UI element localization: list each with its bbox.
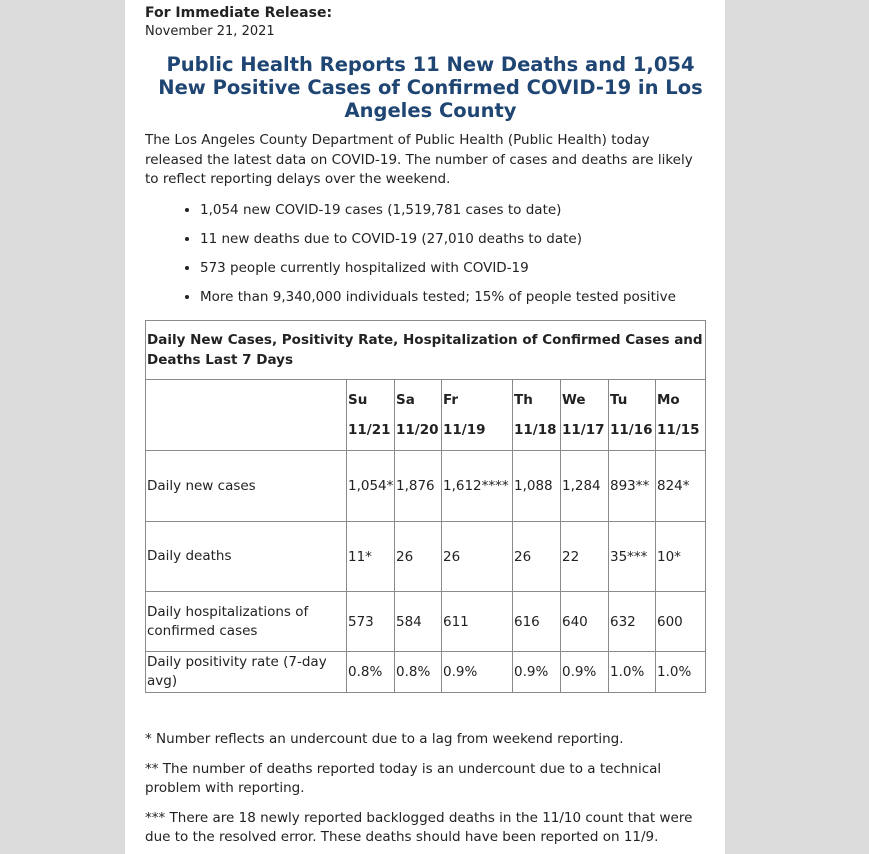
daily-stats-table — [145, 320, 706, 693]
table-cell: 632 — [609, 592, 656, 652]
row-label: Daily deaths — [146, 522, 347, 592]
table-cell: 0.8% — [347, 652, 395, 693]
table-cell: 0.8% — [395, 652, 442, 693]
day-name: Tu — [610, 392, 628, 408]
day-header — [609, 380, 656, 451]
table-row — [146, 451, 706, 522]
day-date: 11/19 — [443, 422, 486, 438]
day-name: Fr — [443, 392, 459, 408]
day-date: 11/16 — [610, 422, 653, 438]
table-row — [146, 522, 706, 592]
day-header — [442, 380, 513, 451]
footnote: *** There are 18 newly reported backlogged deaths in the 11/10 count that were due to the resolved error. These deaths should have been reported on 11/9. — [145, 809, 693, 845]
table-cell: 26 — [442, 522, 513, 592]
release-label: For Immediate Release: — [145, 5, 333, 21]
table-cell: 600 — [656, 592, 706, 652]
table-cell: 35*** — [609, 522, 656, 592]
table-cell: 0.9% — [513, 652, 561, 693]
table-cell: 1.0% — [609, 652, 656, 693]
day-header — [347, 380, 395, 451]
table-cell: 640 — [561, 592, 609, 652]
day-date: 11/15 — [657, 422, 700, 438]
bullet-new-deaths: • 11 new deaths due to COVID-19 (27,010 deaths to date) — [200, 230, 710, 249]
bullet-tested: • More than 9,340,000 individuals tested; 15% of people tested positive — [200, 288, 710, 307]
intro-paragraph: The Los Angeles County Department of Public Health (Public Health) today released the latest data on COVID-19. The number of cases and deaths are likely to reflect reporting delays over the weekend. — [145, 132, 693, 187]
row-label: Daily positivity rate (7-day avg) — [146, 652, 347, 693]
table-row — [146, 652, 706, 693]
table-cell: 0.9% — [442, 652, 513, 693]
day-header — [395, 380, 442, 451]
day-date: 11/21 — [348, 422, 391, 438]
day-name: Th — [514, 392, 533, 408]
table-cell: 11* — [347, 522, 395, 592]
bullet-hospitalized: • 573 people currently hospitalized with COVID-19 — [200, 259, 710, 278]
table-cell: 1,284 — [561, 451, 609, 522]
table-cell: 584 — [395, 592, 442, 652]
table-cell: 1,876 — [395, 451, 442, 522]
table-cell: 22 — [561, 522, 609, 592]
table-cell: 1,612**** — [442, 451, 513, 522]
summary-bullet-list — [145, 201, 710, 307]
day-date: 11/20 — [396, 422, 439, 438]
day-name: Mo — [657, 392, 680, 408]
footnotes — [145, 730, 710, 854]
table-cell: 0.9% — [561, 652, 609, 693]
footnote: * Number reflects an undercount due to a lag from weekend reporting. — [145, 731, 624, 747]
row-label: Daily new cases — [146, 451, 347, 522]
table-cell: 1,088 — [513, 451, 561, 522]
table-header-row — [146, 380, 706, 451]
day-name: Su — [348, 392, 368, 408]
press-release-page — [125, 0, 725, 854]
table-header-empty — [146, 380, 347, 451]
table-cell: 824* — [656, 451, 706, 522]
footnote: ** The number of deaths reported today is an undercount due to a technical problem with reporting. — [145, 760, 662, 796]
table-cell: 1,054* — [347, 451, 395, 522]
table-cell: 573 — [347, 592, 395, 652]
table-cell: 26 — [395, 522, 442, 592]
table-cell: 893** — [609, 451, 656, 522]
day-name: Sa — [396, 392, 415, 408]
day-header — [656, 380, 706, 451]
day-header — [513, 380, 561, 451]
day-header — [561, 380, 609, 451]
row-label: Daily hospitalizations of confirmed cases — [146, 592, 347, 652]
day-name: We — [562, 392, 586, 408]
table-cell: 10* — [656, 522, 706, 592]
day-date: 11/17 — [562, 422, 605, 438]
bullet-new-cases: • 1,054 new COVID-19 cases (1,519,781 cases to date) — [200, 201, 710, 220]
table-cell: 1.0% — [656, 652, 706, 693]
table-caption: Daily New Cases, Positivity Rate, Hospitalization of Confirmed Cases and Deaths Last 7 Days — [146, 321, 706, 380]
day-date: 11/18 — [514, 422, 557, 438]
table-cell: 26 — [513, 522, 561, 592]
table-cell: 611 — [442, 592, 513, 652]
release-date: November 21, 2021 — [145, 24, 275, 39]
press-release-content — [145, 4, 710, 845]
table-cell: 616 — [513, 592, 561, 652]
table-row — [146, 592, 706, 652]
page-title: Public Health Reports 11 New Deaths and 1,054 New Positive Cases of Confirmed COVID-19 in Los Angeles County — [158, 53, 703, 122]
